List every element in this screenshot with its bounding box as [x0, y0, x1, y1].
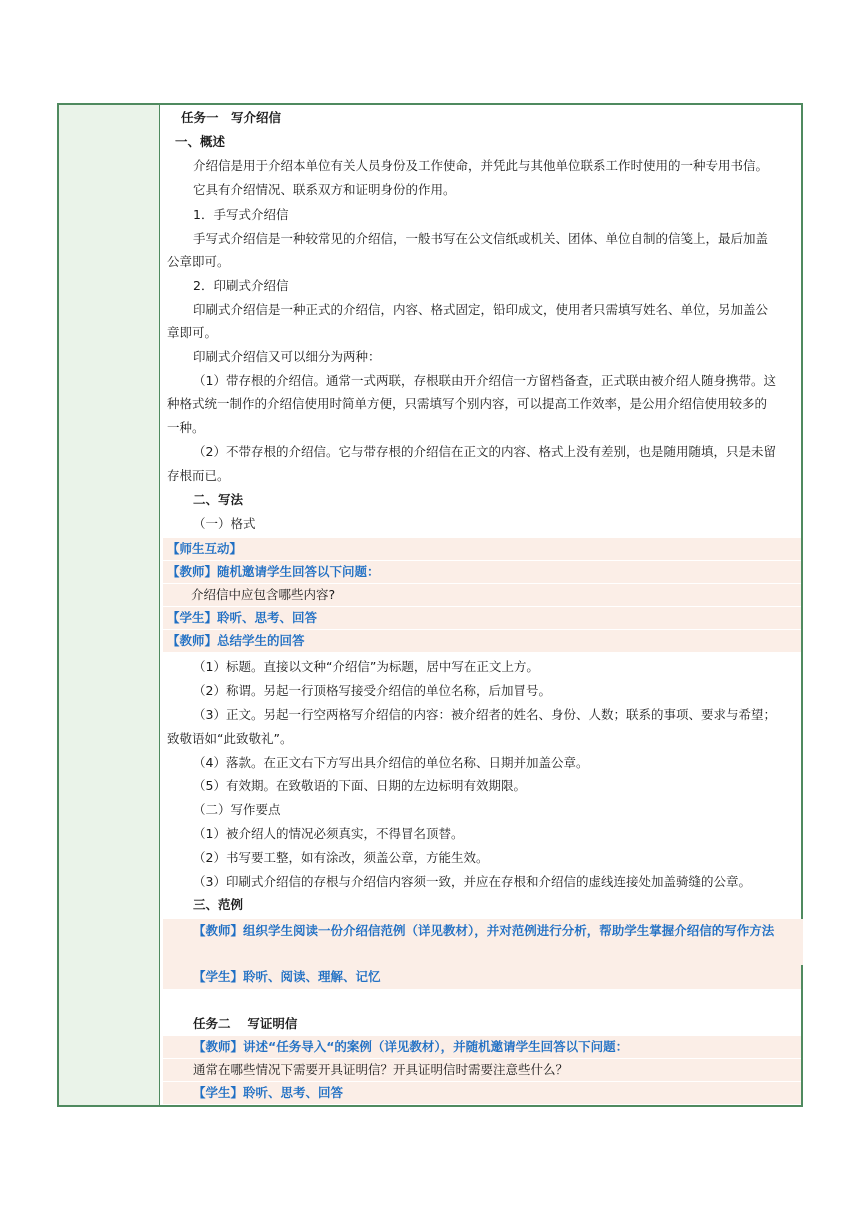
- format-item: （3）正文。另起一行空两格写介绍信的内容：被介绍者的姓名、身份、人数；联系的事项、要求与希望；: [193, 707, 776, 722]
- paragraph: 章即可。: [167, 325, 218, 340]
- paragraph: 存根而已。: [167, 468, 230, 483]
- student-activity: 【学生】聆听、思考、回答: [163, 607, 801, 629]
- format-item: （2）称谓。另起一行顶格写接受介绍信的单位名称，后加冒号。: [193, 683, 551, 698]
- key-point: （3）印刷式介绍信的存根与介绍信内容须一致，并应在存根和介绍信的虚线连接处加盖骑缝的公章。: [193, 874, 751, 889]
- paragraph: 印刷式介绍信是一种正式的介绍信，内容、格式固定，铅印成文，使用者只需填写姓名、单位，另加盖公: [193, 302, 769, 317]
- paragraph: （2）不带存根的介绍信。它与带存根的介绍信在正文的内容、格式上没有差别，也是随用随填，只是未留: [193, 444, 776, 459]
- format-item: （4）落款。在正文右下方写出具介绍信的单位名称、日期并加盖公章。: [193, 755, 589, 770]
- interaction-label: 【师生互动】: [163, 538, 801, 560]
- subheading-handwritten: 1．手写式介绍信: [193, 207, 289, 222]
- subheading-printed: 2．印刷式介绍信: [193, 278, 289, 293]
- paragraph: 种格式统一制作的介绍信使用时简单方便，只需填写个别内容，可以提高工作效率，是公用介绍信使用较多的: [167, 396, 768, 411]
- left-column: [59, 105, 160, 1105]
- teacher-instruction: 【教师】总结学生的回答: [163, 630, 801, 652]
- format-item: （5）有效期。在致敬语的下面、日期的左边标明有效期限。: [193, 778, 526, 793]
- paragraph: 介绍信是用于介绍本单位有关人员身份及工作使命，并凭此与其他单位联系工作时使用的一种专用书信。: [193, 158, 769, 173]
- paragraph: 一种。: [167, 420, 205, 435]
- teacher-instruction: 【教师】随机邀请学生回答以下问题：: [163, 561, 801, 583]
- lesson-table: [57, 103, 803, 1107]
- teacher-instruction: 【教师】组织学生阅读一份介绍信范例（详见教材），并对范例进行分析，帮助学生掌握介绍信的写作方法: [163, 919, 803, 965]
- student-activity: 【学生】聆听、阅读、理解、记忆: [163, 965, 801, 989]
- task1-title: 任务一 写介绍信: [181, 110, 282, 125]
- student-activity: 【学生】聆听、思考、回答: [163, 1082, 801, 1104]
- format-item: 致敬语如“此致敬礼”。: [167, 731, 293, 746]
- question: 介绍信中应包含哪些内容?: [163, 584, 801, 606]
- paragraph: 公章即可。: [167, 254, 230, 269]
- section-example-heading: 三、范例: [193, 897, 244, 912]
- key-point: （2）书写要工整，如有涂改，须盖公章，方能生效。: [193, 850, 489, 865]
- key-point: （1）被介绍人的情况必须真实，不得冒名顶替。: [193, 826, 464, 841]
- subheading-key-points: （二）写作要点: [193, 802, 281, 817]
- paragraph: （1）带存根的介绍信。通常一式两联，存根联由开介绍信一方留档备查，正式联由被介绍人随身携带。这: [193, 373, 776, 388]
- paragraph: 印刷式介绍信又可以细分为两种：: [193, 349, 381, 364]
- task2-title: 任务二 写证明信: [193, 1016, 298, 1031]
- paragraph: 手写式介绍信是一种较常见的介绍信，一般书写在公文信纸或机关、团体、单位自制的信笺上，最后加盖: [193, 231, 769, 246]
- teacher-instruction: 【教师】讲述“任务导入“的案例（详见教材），并随机邀请学生回答以下问题：: [163, 1036, 801, 1058]
- paragraph: 它具有介绍情况、联系双方和证明身份的作用。: [193, 182, 456, 197]
- section-overview-heading: 一、概述: [175, 134, 226, 149]
- subheading-format: （一）格式: [193, 516, 256, 531]
- question: 通常在哪些情况下需要开具证明信？开具证明信时需要注意些什么？: [163, 1059, 801, 1081]
- section-method-heading: 二、写法: [193, 492, 244, 507]
- format-item: （1）标题。直接以文种“介绍信”为标题，居中写在正文上方。: [193, 659, 539, 674]
